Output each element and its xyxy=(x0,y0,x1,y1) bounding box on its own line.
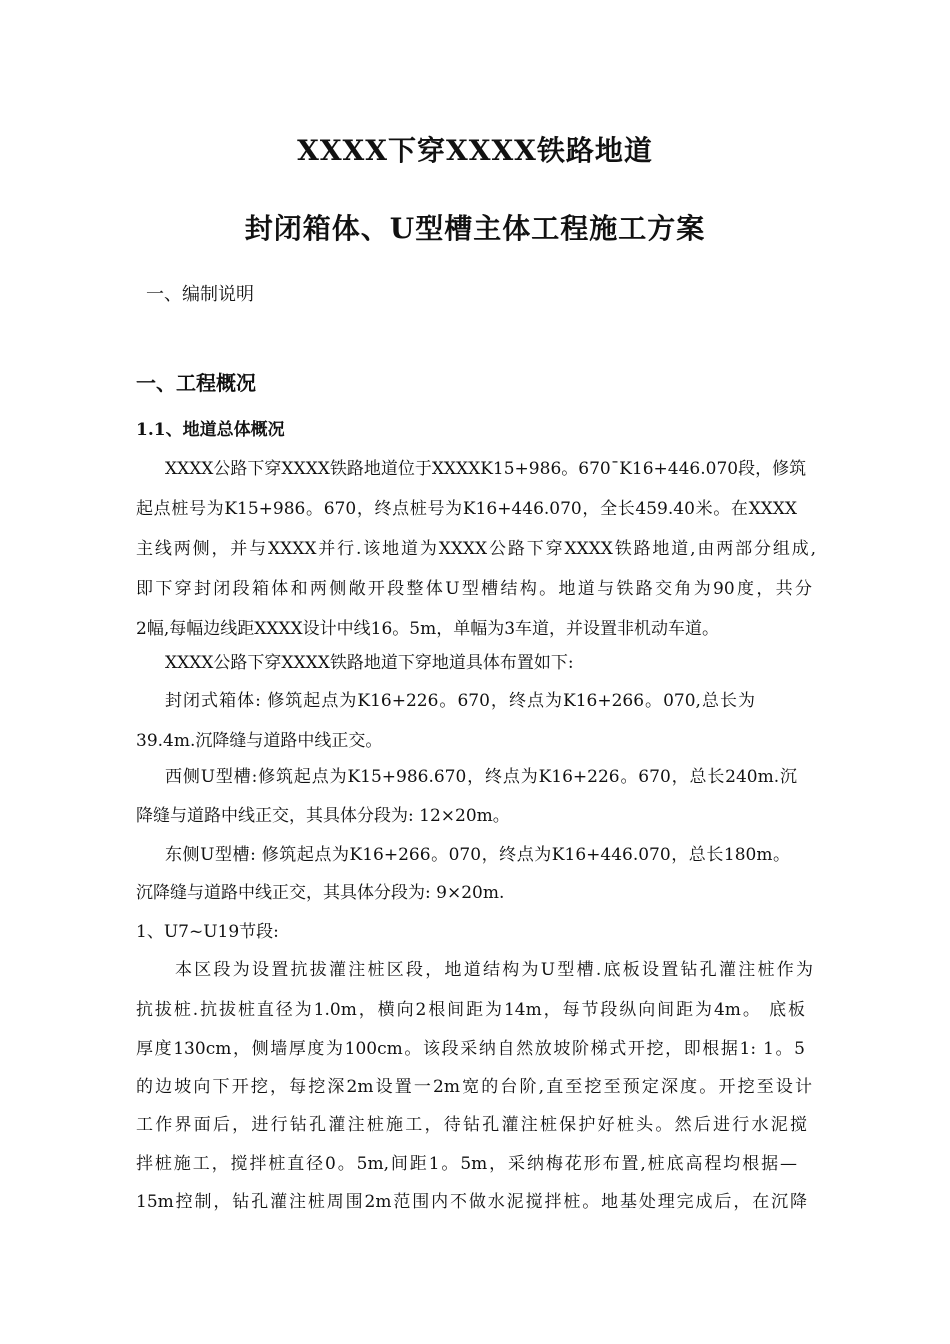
paragraph-line: 即下穿封闭段箱体和两侧敞开段整体U型槽结构。地道与铁路交角为90度，共分 xyxy=(136,579,812,599)
paragraph-line: 的边坡向下开挖，每挖深2m设置一2m宽的台阶,直至挖至预定深度。开挖至设计 xyxy=(136,1077,812,1097)
item-heading-u7-u19: 1、U7~U19节段: xyxy=(136,922,279,942)
section-heading-project-overview: 一、工程概况 xyxy=(136,371,256,395)
paragraph-line: 降缝与道路中线正交，其具体分段为: 12×20m。 xyxy=(136,806,510,826)
paragraph-line: XXXX公路下穿XXXX铁路地道位于XXXXK15+986。670¯K16+446.070段，修筑 xyxy=(165,459,807,479)
subsection-heading-tunnel-overview: 1.1、地道总体概况 xyxy=(136,420,285,440)
paragraph-line: 厚度130cm，侧墙厚度为100cm。该段采纳自然放坡阶梯式开挖，即根据1: 1。5 xyxy=(136,1039,805,1059)
paragraph-line: 东侧U型槽: 修筑起点为K16+266。070，终点为K16+446.070，总长180m。 xyxy=(165,845,790,865)
paragraph-line: 起点桩号为K15+986。670，终点桩号为K16+446.070，全长459.40米。在XXXX xyxy=(136,499,797,519)
paragraph-line: 本区段为设置抗拔灌注桩区段，地道结构为U型槽.底板设置钻孔灌注桩作为 xyxy=(175,960,813,980)
document-title-line2: 封闭箱体、U型槽主体工程施工方案 xyxy=(244,212,706,245)
paragraph-line: 15m控制，钻孔灌注桩周围2m范围内不做水泥搅拌桩。地基处理完成后，在沉降 xyxy=(136,1192,807,1212)
paragraph-line: 拌桩施工，搅拌桩直径0。5m,间距1。5m，采纳梅花形布置,桩底高程均根据— xyxy=(136,1154,797,1174)
paragraph-line: 39.4m.沉降缝与道路中线正交。 xyxy=(136,731,383,751)
paragraph-line: 主线两侧，并与XXXX并行.该地道为XXXX公路下穿XXXX铁路地道,由两部分组成, xyxy=(136,539,816,559)
paragraph-line: 封闭式箱体: 修筑起点为K16+226。670，终点为K16+266。070,总长为 xyxy=(165,691,755,711)
paragraph-line: XXXX公路下穿XXXX铁路地道下穿地道具体布置如下: xyxy=(165,653,574,673)
document-title-line1: XXXX下穿XXXX铁路地道 xyxy=(297,134,653,167)
paragraph-line: 沉降缝与道路中线正交，其具体分段为: 9×20m. xyxy=(136,883,505,903)
paragraph-line: 2幅,每幅边线距XXXX设计中线16。5m，单幅为3车道，并设置非机动车道。 xyxy=(136,619,720,639)
paragraph-line: 抗拔桩.抗拔桩直径为1.0m，横向2根间距为14m，每节段纵向间距为4m。 底板 xyxy=(136,1000,805,1020)
paragraph-line: 工作界面后，进行钻孔灌注桩施工，待钻孔灌注桩保护好桩头。然后进行水泥搅 xyxy=(136,1115,807,1135)
paragraph-line: 西侧U型槽:修筑起点为K15+986.670，终点为K16+226。670，总长240m.沉 xyxy=(165,767,797,787)
sub-heading-compilation-notes: 一、编制说明 xyxy=(146,284,254,305)
